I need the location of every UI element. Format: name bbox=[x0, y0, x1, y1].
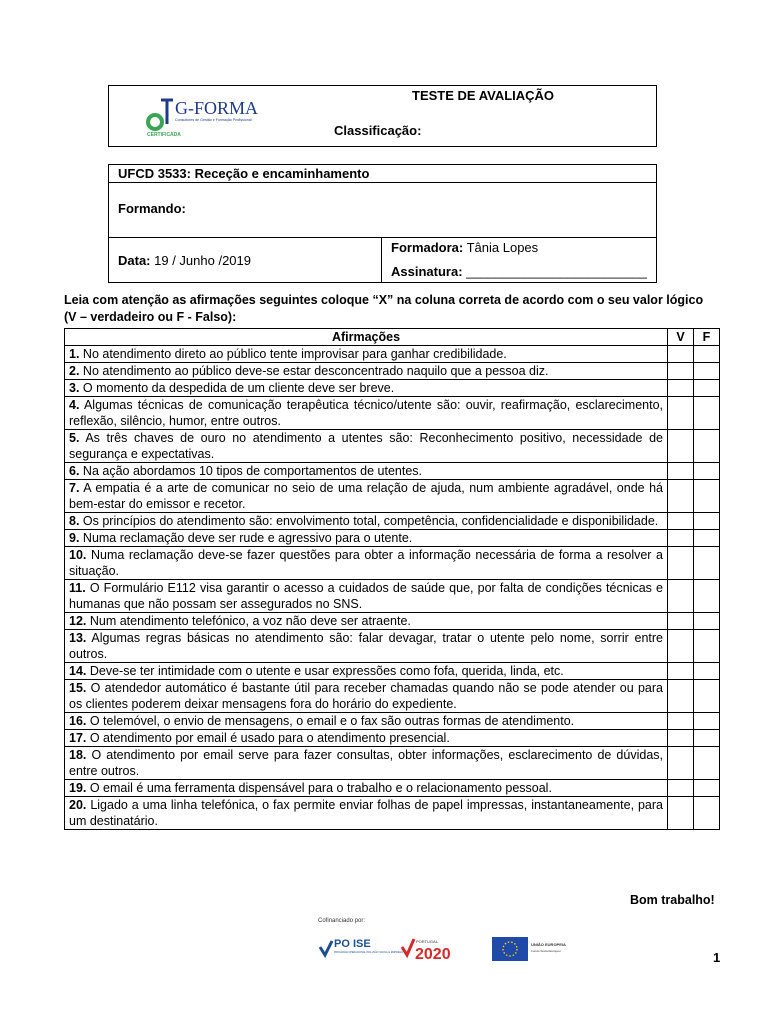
answer-true-cell[interactable] bbox=[668, 613, 694, 630]
info-box bbox=[108, 164, 657, 283]
answer-true-cell[interactable] bbox=[668, 430, 694, 463]
statement-text: O Formulário E112 visa garantir o acesso a cuidados de saúde que, por falta de condições técnicas e humanas que não possam ser assegurados no SNS. bbox=[69, 581, 663, 611]
statement-number: 17. bbox=[69, 731, 87, 745]
answer-false-cell[interactable] bbox=[694, 663, 720, 680]
statement-text: Deve-se ter intimidade com o utente e usar expressões como fofa, querida, linda, etc. bbox=[86, 664, 564, 678]
answer-false-cell[interactable] bbox=[694, 730, 720, 747]
statement-number: 5. bbox=[69, 431, 80, 445]
year-text: 2020 bbox=[415, 946, 451, 963]
answer-true-cell[interactable] bbox=[668, 797, 694, 830]
table-row bbox=[65, 713, 720, 730]
trainee-label: Formando: bbox=[118, 201, 186, 216]
answer-true-cell[interactable] bbox=[668, 397, 694, 430]
trainer-cell bbox=[382, 238, 658, 283]
funding-logos bbox=[318, 933, 570, 963]
ufcd-title: UFCD 3533: Receção e encaminhamento bbox=[109, 165, 656, 183]
statement-text: No atendimento direto ao público tente improvisar para ganhar credibilidade. bbox=[79, 347, 507, 361]
answer-true-cell[interactable] bbox=[668, 513, 694, 530]
answer-false-cell[interactable] bbox=[694, 380, 720, 397]
statement-text: No atendimento ao público deve-se estar desconcentrado naquilo que a pessoa diz. bbox=[79, 364, 549, 378]
answer-false-cell[interactable] bbox=[694, 680, 720, 713]
answer-false-cell[interactable] bbox=[694, 430, 720, 463]
statement-cell bbox=[65, 513, 668, 530]
date-cell bbox=[109, 238, 382, 283]
statement-number: 7. bbox=[69, 481, 80, 495]
statement-number: 3. bbox=[69, 381, 80, 395]
test-title: TESTE DE AVALIAÇÃO bbox=[412, 88, 555, 103]
answer-true-cell[interactable] bbox=[668, 346, 694, 363]
statement-number: 2. bbox=[69, 364, 80, 378]
statement-number: 6. bbox=[69, 464, 80, 478]
table-row bbox=[65, 680, 720, 713]
answer-true-cell[interactable] bbox=[668, 630, 694, 663]
answer-false-cell[interactable] bbox=[694, 780, 720, 797]
statement-number: 11. bbox=[69, 581, 86, 595]
statement-text: Numa reclamação deve-se fazer questões para obter a informação necessária de forma a resolver a situação. bbox=[69, 548, 663, 578]
table-row bbox=[65, 630, 720, 663]
date-label: Data: bbox=[118, 253, 151, 268]
statement-number: 15. bbox=[69, 681, 87, 695]
table-row bbox=[65, 530, 720, 547]
statement-number: 14. bbox=[69, 664, 87, 678]
statement-cell bbox=[65, 530, 668, 547]
statement-text: O email é uma ferramenta dispensável para o trabalho e o relacionamento pessoal. bbox=[86, 781, 552, 795]
statement-text: Algumas técnicas de comunicação terapêutica técnico/utente são: ouvir, reafirmação, esclarecimento, reflexão, silêncio, humor, entre outros. bbox=[69, 398, 663, 428]
answer-false-cell[interactable] bbox=[694, 747, 720, 780]
statement-cell bbox=[65, 780, 668, 797]
statement-cell bbox=[65, 747, 668, 780]
statement-text: Algumas regras básicas no atendimento são: falar devagar, tratar o utente pelo nome, sorrir entre outros. bbox=[69, 631, 663, 661]
statement-number: 10. bbox=[69, 548, 87, 562]
answer-true-cell[interactable] bbox=[668, 663, 694, 680]
poise-text: PO ISE bbox=[334, 938, 371, 950]
classification-label: Classificação: bbox=[334, 123, 422, 138]
statement-number: 8. bbox=[69, 514, 80, 528]
statement-number: 19. bbox=[69, 781, 87, 795]
statement-cell bbox=[65, 580, 668, 613]
statement-cell bbox=[65, 613, 668, 630]
table-row bbox=[65, 747, 720, 780]
table-row bbox=[65, 663, 720, 680]
table-row bbox=[65, 380, 720, 397]
quiz-table bbox=[64, 328, 720, 830]
statement-number: 12. bbox=[69, 614, 87, 628]
logo-subtitle: Consultores de Gestão e Formação Profissional bbox=[175, 118, 252, 122]
instructions: Leia com atenção as afirmações seguintes coloque “X” na coluna correta de acordo com o seu valor lógico (V – verdadeiro ou F - Falso): bbox=[64, 293, 704, 324]
answer-false-cell[interactable] bbox=[694, 630, 720, 663]
page-number: 1 bbox=[713, 950, 721, 965]
answer-true-cell[interactable] bbox=[668, 747, 694, 780]
logo-text: G-FORMA bbox=[175, 98, 259, 118]
trainer-value: Tânia Lopes bbox=[463, 240, 539, 255]
answer-false-cell[interactable] bbox=[694, 397, 720, 430]
answer-false-cell[interactable] bbox=[694, 363, 720, 380]
statement-number: 13. bbox=[69, 631, 87, 645]
statement-text: O atendimento por email é usado para o atendimento presencial. bbox=[86, 731, 450, 745]
statement-number: 4. bbox=[69, 398, 80, 412]
statement-text: O atendedor automático é bastante útil para receber chamadas quando não se pode atender ou para os clientes poderem deixar mensagens fora do horário do expediente. bbox=[69, 681, 663, 711]
table-row bbox=[65, 346, 720, 363]
statement-number: 1. bbox=[69, 347, 80, 361]
answer-false-cell[interactable] bbox=[694, 713, 720, 730]
answer-true-cell[interactable] bbox=[668, 530, 694, 547]
answer-false-cell[interactable] bbox=[694, 480, 720, 513]
signature-line[interactable]: _________________________ bbox=[462, 264, 647, 279]
statement-cell bbox=[65, 346, 668, 363]
statement-cell bbox=[65, 380, 668, 397]
answer-true-cell[interactable] bbox=[668, 730, 694, 747]
table-row bbox=[65, 513, 720, 530]
header-box bbox=[108, 85, 657, 147]
statement-cell bbox=[65, 680, 668, 713]
statement-text: Ligado a uma linha telefónica, o fax permite enviar folhas de papel impressas, instantaneamente, para um destinatário. bbox=[69, 798, 663, 828]
statement-cell bbox=[65, 547, 668, 580]
statement-cell bbox=[65, 430, 668, 463]
statement-cell bbox=[65, 663, 668, 680]
table-row bbox=[65, 780, 720, 797]
answer-true-cell[interactable] bbox=[668, 547, 694, 580]
answer-false-cell[interactable] bbox=[694, 463, 720, 480]
answer-true-cell[interactable] bbox=[668, 380, 694, 397]
statement-cell bbox=[65, 630, 668, 663]
statement-number: 16. bbox=[69, 714, 87, 728]
statement-cell bbox=[65, 397, 668, 430]
trainer-label: Formadora: bbox=[391, 240, 464, 255]
answer-false-cell[interactable] bbox=[694, 547, 720, 580]
answer-false-cell[interactable] bbox=[694, 513, 720, 530]
eu-logo bbox=[492, 937, 566, 961]
answer-false-cell[interactable] bbox=[694, 530, 720, 547]
date-value: 19 / Junho /2019 bbox=[150, 253, 251, 268]
table-header-row bbox=[65, 329, 720, 346]
statement-cell bbox=[65, 363, 668, 380]
eu-subtitle: Fundo Social Europeu bbox=[531, 949, 561, 953]
portugal-text: PORTUGAL bbox=[416, 939, 438, 944]
signature-label: Assinatura: bbox=[391, 264, 463, 279]
table-row bbox=[65, 363, 720, 380]
statement-number: 9. bbox=[69, 531, 80, 545]
statement-text: Numa reclamação deve ser rude e agressivo para o utente. bbox=[79, 531, 413, 545]
table-row bbox=[65, 613, 720, 630]
statement-cell bbox=[65, 463, 668, 480]
table-row bbox=[65, 730, 720, 747]
statement-text: O momento da despedida de um cliente deve ser breve. bbox=[79, 381, 395, 395]
statement-cell bbox=[65, 713, 668, 730]
answer-false-cell[interactable] bbox=[694, 346, 720, 363]
statement-cell bbox=[65, 480, 668, 513]
answer-true-cell[interactable] bbox=[668, 680, 694, 713]
statement-text: As três chaves de ouro no atendimento a utentes são: Reconhecimento positivo, necessidade de segurança e expectativas. bbox=[69, 431, 663, 461]
eu-text: UNIÃO EUROPEIA bbox=[531, 942, 566, 947]
poise-subtitle: PROGRAMA OPERACIONAL INCLUSÃO SOCIAL E EMPREGO bbox=[334, 951, 404, 954]
answer-true-cell[interactable] bbox=[668, 713, 694, 730]
logo-cert: CERTIFICADA bbox=[147, 132, 181, 138]
statement-number: 18. bbox=[69, 748, 87, 762]
closing-text: Bom trabalho! bbox=[630, 893, 715, 907]
table-row bbox=[65, 547, 720, 580]
gforma-logo bbox=[145, 94, 275, 138]
statement-text: O telemóvel, o envio de mensagens, o email e o fax são outras formas de atendimento. bbox=[86, 714, 575, 728]
statement-text: Na ação abordamos 10 tipos de comportamentos de utentes. bbox=[79, 464, 423, 478]
table-row bbox=[65, 580, 720, 613]
answer-true-cell[interactable] bbox=[668, 463, 694, 480]
cofinanced-label: Cofinanciado por: bbox=[318, 918, 366, 924]
answer-true-cell[interactable] bbox=[668, 363, 694, 380]
answer-false-cell[interactable] bbox=[694, 580, 720, 613]
portugal-2020-logo bbox=[402, 939, 451, 963]
answer-true-cell[interactable] bbox=[668, 580, 694, 613]
table-row bbox=[65, 430, 720, 463]
header-false: F bbox=[694, 329, 720, 346]
poise-logo bbox=[320, 938, 403, 955]
header-true: V bbox=[668, 329, 694, 346]
trainee-row[interactable] bbox=[109, 183, 656, 238]
statement-number: 20. bbox=[69, 798, 87, 812]
table-row bbox=[65, 797, 720, 830]
statement-cell bbox=[65, 797, 668, 830]
table-row bbox=[65, 463, 720, 480]
statement-text: Num atendimento telefónico, a voz não deve ser atraente. bbox=[86, 614, 411, 628]
statement-text: Os princípios do atendimento são: envolvimento total, competência, confidencialidade e disponibilidade. bbox=[79, 514, 659, 528]
statement-text: A empatia é a arte de comunicar no seio de uma relação de ajuda, num ambiente agradável, onde há bem-estar do emissor e recetor. bbox=[69, 481, 663, 511]
statement-cell bbox=[65, 730, 668, 747]
header-statements: Afirmações bbox=[65, 329, 668, 346]
statement-text: O atendimento por email serve para fazer consultas, obter informações, esclarecimento de dúvidas, entre outros. bbox=[69, 748, 663, 778]
answer-false-cell[interactable] bbox=[694, 613, 720, 630]
answer-false-cell[interactable] bbox=[694, 797, 720, 830]
answer-true-cell[interactable] bbox=[668, 480, 694, 513]
table-row bbox=[65, 397, 720, 430]
answer-true-cell[interactable] bbox=[668, 780, 694, 797]
table-row bbox=[65, 480, 720, 513]
